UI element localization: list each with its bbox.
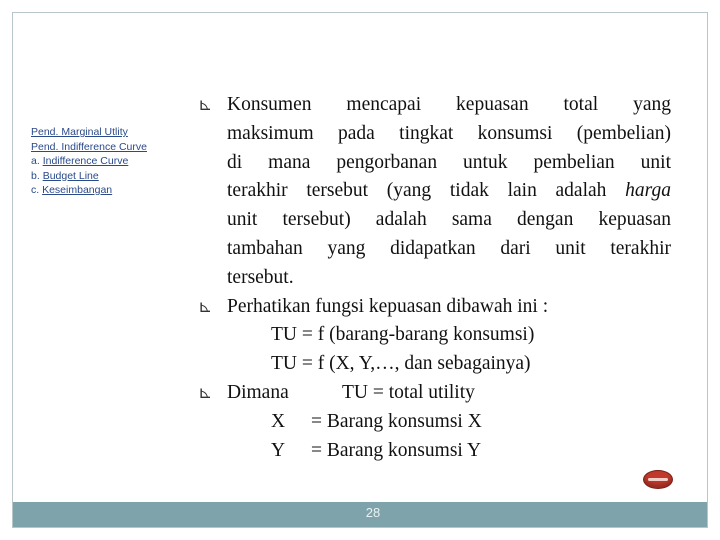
- emphasis-harga: harga: [625, 180, 672, 202]
- formula-2: TU = f (X, Y,…, dan sebagainya): [271, 353, 531, 375]
- bullet-utility-function: [198, 293, 671, 322]
- footer-bar: [13, 502, 707, 527]
- definition-y: [198, 437, 671, 466]
- nav-item-keseimbangan[interactable]: [31, 183, 181, 198]
- text-line: unit tersebut) adalah sama dengan kepuasan: [227, 209, 671, 231]
- bullet-definitions: [198, 379, 671, 408]
- page-number: 28: [365, 505, 381, 520]
- text-line: tambahan yang didapatkan dari unit terakhir: [227, 237, 671, 259]
- bullet-consumer-satisfaction: [198, 91, 671, 293]
- check-bullet-icon: ⊾: [198, 296, 213, 317]
- definition-y-text: = Barang konsumsi Y: [311, 439, 482, 461]
- formula-1: TU = f (barang-barang konsumsi): [271, 324, 535, 346]
- nav-prefix: c.: [31, 184, 43, 196]
- text-line: Konsumen mencapai kepuasan total yang: [227, 94, 671, 115]
- nav-item-budget-line[interactable]: [31, 169, 181, 184]
- nav-item-marginal-utility[interactable]: [31, 125, 181, 140]
- home-button-icon[interactable]: [643, 470, 673, 489]
- definition-x-text: = Barang konsumsi X: [311, 410, 482, 432]
- nav-prefix: a.: [31, 155, 43, 167]
- check-bullet-icon: ⊾: [198, 382, 213, 403]
- nav-link[interactable]: Budget Line: [42, 169, 99, 182]
- symbol-y: Y: [271, 439, 286, 461]
- dimana-label: Dimana: [227, 381, 289, 403]
- nav-item-indifference-curve[interactable]: [31, 154, 181, 169]
- symbol-x: X: [271, 410, 286, 432]
- side-nav: [31, 125, 181, 198]
- text-line: di mana pengorbanan untuk pembelian unit: [227, 151, 671, 173]
- definition-tu: TU = total utility: [342, 381, 475, 403]
- home-button-highlight: [648, 478, 668, 481]
- check-bullet-icon: ⊾: [198, 95, 213, 115]
- nav-item-indifference-curve-pend[interactable]: [31, 140, 181, 155]
- nav-prefix: b.: [31, 169, 43, 182]
- nav-link[interactable]: Pend. Marginal Utlity: [31, 126, 128, 138]
- nav-link[interactable]: Indifference Curve: [42, 155, 129, 167]
- text-line: Perhatikan fungsi kepuasan dibawah ini :: [227, 295, 549, 317]
- definition-x: [198, 408, 671, 437]
- nav-link[interactable]: Keseimbangan: [42, 184, 113, 196]
- text-line: maksimum pada tingkat konsumsi (pembelian): [227, 122, 671, 144]
- text-segment: terakhir tersebut (yang tidak lain adalah: [227, 180, 607, 202]
- text-line-with-emphasis: [227, 177, 671, 206]
- slide-content: [198, 91, 671, 465]
- text-line: tersebut.: [227, 266, 294, 288]
- nav-link[interactable]: Pend. Indifference Curve: [31, 140, 147, 153]
